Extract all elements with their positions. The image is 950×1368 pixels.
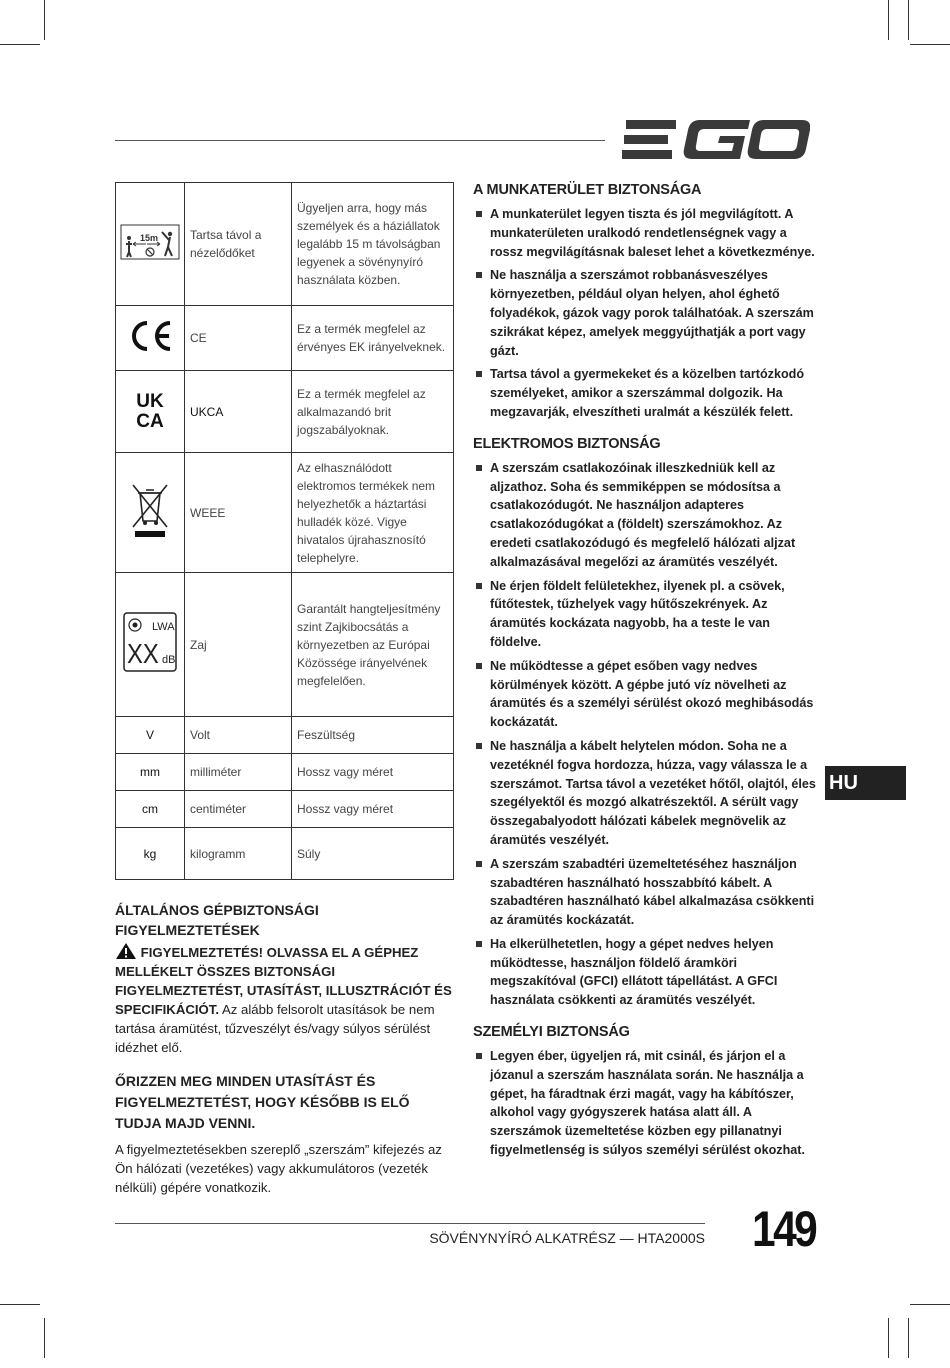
symbol-description: Ügyeljen arra, hogy más személyek és a háziállatok legalább 15 m távolságban legyenek a sövénynyíró használata közben. [292, 183, 454, 306]
left-column [115, 900, 455, 1197]
section-title-electrical: ELEKTROMOS BIZTONSÁG [473, 435, 661, 452]
symbol-name: CE [185, 306, 292, 371]
warning-triangle-icon [115, 942, 137, 960]
symbol-cell [116, 573, 185, 717]
warning-text: Az alább felsorolt utasítások be nem tartása áramütést, tűzveszélyt és/vagy súlyos sérülést idézhet elő. [115, 1002, 435, 1055]
symbol-name: milliméter [185, 754, 292, 791]
table-row [116, 754, 454, 791]
symbol-name: Tartsa távol a nézelődőket [185, 183, 292, 306]
symbol-abbr: kg [116, 828, 185, 880]
list-item: A szerszám csatlakozóinak illeszkedniük kell az aljzathoz. Soha és semmiképpen se módosítsa a csatlakozódugót. Ne használjon adapteres csatlakozódugókat a (földelt) szerszámokhoz. Az eredeti csatlakozódugó és megfelelő hálózati aljzat alkalmazásával megelőzi az áramütés veszélyét. [473, 459, 818, 572]
crop-mark [0, 44, 40, 45]
weee-bin-icon [130, 481, 170, 539]
symbol-abbr: V [116, 717, 185, 754]
crop-mark [908, 1318, 909, 1358]
symbol-cell [116, 183, 185, 306]
crop-mark [44, 0, 45, 40]
warning-paragraph [115, 942, 455, 1057]
language-tab: HU [825, 766, 906, 800]
symbol-cell [116, 306, 185, 371]
section-title-general-safety: ÁLTALÁNOS GÉPBIZTONSÁGI FIGYELMEZTETÉSEK [115, 902, 319, 938]
symbol-description: Feszültség [292, 717, 454, 754]
noise-level-icon [122, 611, 178, 673]
crop-mark [0, 1304, 40, 1305]
list-item: Ne használja a szerszámot robbanásveszélyes környezetben, például olyan helyen, ahol éghető folyadékok, gázok vagy porok találhatóak. A szerszám szikrákat képez, amelyek meggyújthatják a port vagy gázt. [473, 266, 818, 360]
table-row [116, 828, 454, 880]
section-title-personal: SZEMÉLYI BIZTONSÁG [473, 1024, 630, 1041]
symbol-description: Ez a termék megfelel az érvényes EK irányelveknek. [292, 306, 454, 371]
symbol-description: Garantált hangteljesítmény szint Zajkibocsátás a környezetben az Európai Közössége irányelvének megfelelően. [292, 573, 454, 717]
symbol-abbr: cm [116, 791, 185, 828]
svg-text:CA: CA [136, 411, 164, 429]
symbol-description: Hossz vagy méret [292, 791, 454, 828]
crop-mark [910, 44, 950, 45]
symbol-name: centiméter [185, 791, 292, 828]
list-item: A munkaterület legyen tiszta és jól megvilágított. A munkaterületen uralkodó rendetlenségnek vagy a rossz megvilágításnak baleset lehet a következménye. [473, 205, 818, 261]
symbol-description: Súly [292, 828, 454, 880]
table-row [116, 453, 454, 573]
crop-mark [888, 1318, 889, 1358]
list-item: A szerszám szabadtéri üzemeltetéséhez használjon szabadtéren használható hosszabbító kábelt. A szabadtéren használható kábel alkalmazása csökkenti az áramütés kockázatát. [473, 855, 818, 930]
footer-rule [115, 1223, 705, 1224]
crop-mark [888, 0, 889, 40]
bystander-distance-icon [120, 222, 180, 262]
svg-text:15m: 15m [140, 232, 159, 243]
table-row [116, 183, 454, 306]
symbol-cell [116, 453, 185, 573]
table-row [116, 791, 454, 828]
ego-logo [622, 118, 810, 162]
personal-list [473, 1047, 818, 1160]
symbol-description: Ez a termék megfelel az alkalmazandó brit jogszabályoknak. [292, 371, 454, 453]
symbol-description: Az elhasználódott elektromos termékek nem helyezhetők a háztartási hulladék közé. Vigye hivatalos újrahasznosító telephelyre. [292, 453, 454, 573]
symbol-name: WEEE [185, 453, 292, 573]
svg-text:dB: dB [162, 654, 176, 666]
list-item: Ne működtesse a gépet esőben vagy nedves körülmények között. A gépbe jutó víz növelheti az áramütés és a személyi sérülést okozó meghibásodás kockázatát. [473, 657, 818, 732]
list-item: Ha elkerülhetetlen, hogy a gépet nedves helyen működtesse, használjon földelő áramköri megszakítóval (GFCI) ellátott tápellátást. A GFCI használata csökkenti az áramütés veszélyét. [473, 935, 818, 1010]
svg-text:XX: XX [127, 637, 159, 670]
footer-text: SÖVÉNYNYÍRÓ ALKATRÉSZ — HTA2000S [429, 1230, 705, 1246]
crop-mark [44, 1318, 45, 1358]
list-item: Ne használja a kábelt helytelen módon. Soha ne a vezetéknél fogva hordozza, húzza, vagy válassza le a szerszámot. Tartsa távol a vezetéket hőtől, olajtól, éles szegélyektől és mozgó alkatrészektől. A sérült vagy összegabalyodott hálózati kábelek megnövelik az áramütés veszélyét. [473, 737, 818, 850]
ce-mark-icon [127, 320, 173, 352]
list-item: Ne érjen földelt felületekhez, ilyenek pl. a csövek, fűtőtestek, tűzhelyek vagy hűtőszekrények. Az áramütés kockázata nagyobb, ha a teste le van földelve. [473, 577, 818, 652]
symbol-abbr: mm [116, 754, 185, 791]
symbol-name: UKCA [185, 371, 292, 453]
table-row [116, 306, 454, 371]
table-row [116, 717, 454, 754]
table-row [116, 371, 454, 453]
symbol-name: kilogramm [185, 828, 292, 880]
symbols-table [115, 182, 454, 880]
section-title-keep-instructions: ŐRIZZEN MEG MINDEN UTASÍTÁST ÉS FIGYELMEZTETÉST, HOGY KÉSŐBB IS ELŐ TUDJA MAJD VENNI. [115, 1073, 410, 1131]
svg-text:UK: UK [136, 391, 164, 412]
right-column [473, 180, 818, 1172]
ukca-mark-icon [130, 389, 170, 429]
tool-definition-paragraph: A figyelmeztetésekben szereplő „szerszám” kifejezés az Ön hálózati (vezetékes) vagy akkumulátoros (vezeték nélküli) gépére vonatkozik. [115, 1142, 442, 1195]
symbol-name: Volt [185, 717, 292, 754]
table-row [116, 573, 454, 717]
header-rule [115, 140, 605, 141]
section-title-work-area: A MUNKATERÜLET BIZTONSÁGA [473, 182, 702, 198]
warning-bold: FIGYELMEZTETÉS! OLVASSA EL A GÉPHEZ MELLÉKELT ÖSSZES BIZTONSÁGI FIGYELMEZTETÉST, UTASÍTÁST, ILLUSZTRÁCIÓT ÉS SPECIFIKÁCIÓT. [115, 945, 452, 1017]
symbol-description: Hossz vagy méret [292, 754, 454, 791]
symbol-cell [116, 371, 185, 453]
page-number: 149 [752, 1201, 816, 1257]
crop-mark [910, 1304, 950, 1305]
crop-mark [908, 0, 909, 40]
work-area-list [473, 205, 818, 422]
electrical-list [473, 459, 818, 1010]
symbol-name: Zaj [185, 573, 292, 717]
list-item: Legyen éber, ügyeljen rá, mit csinál, és járjon el a józanul a szerszám használata során. Ne használja a gépet, ha fáradtnak érzi magát, vagy ha kábítószer, alkohol vagy gyógyszerek hatása alatt áll. A szerszámok üzemeltetése közben egy pillanatnyi figyelmetlenség is súlyos személyi sérülést okozhat. [473, 1047, 818, 1160]
svg-text:LWA: LWA [152, 621, 175, 633]
list-item: Tartsa távol a gyermekeket és a közelben tartózkodó személyeket, amikor a szerszámmal dolgozik. Ha megzavarják, elveszítheti uralmát a készülék felett. [473, 365, 818, 421]
